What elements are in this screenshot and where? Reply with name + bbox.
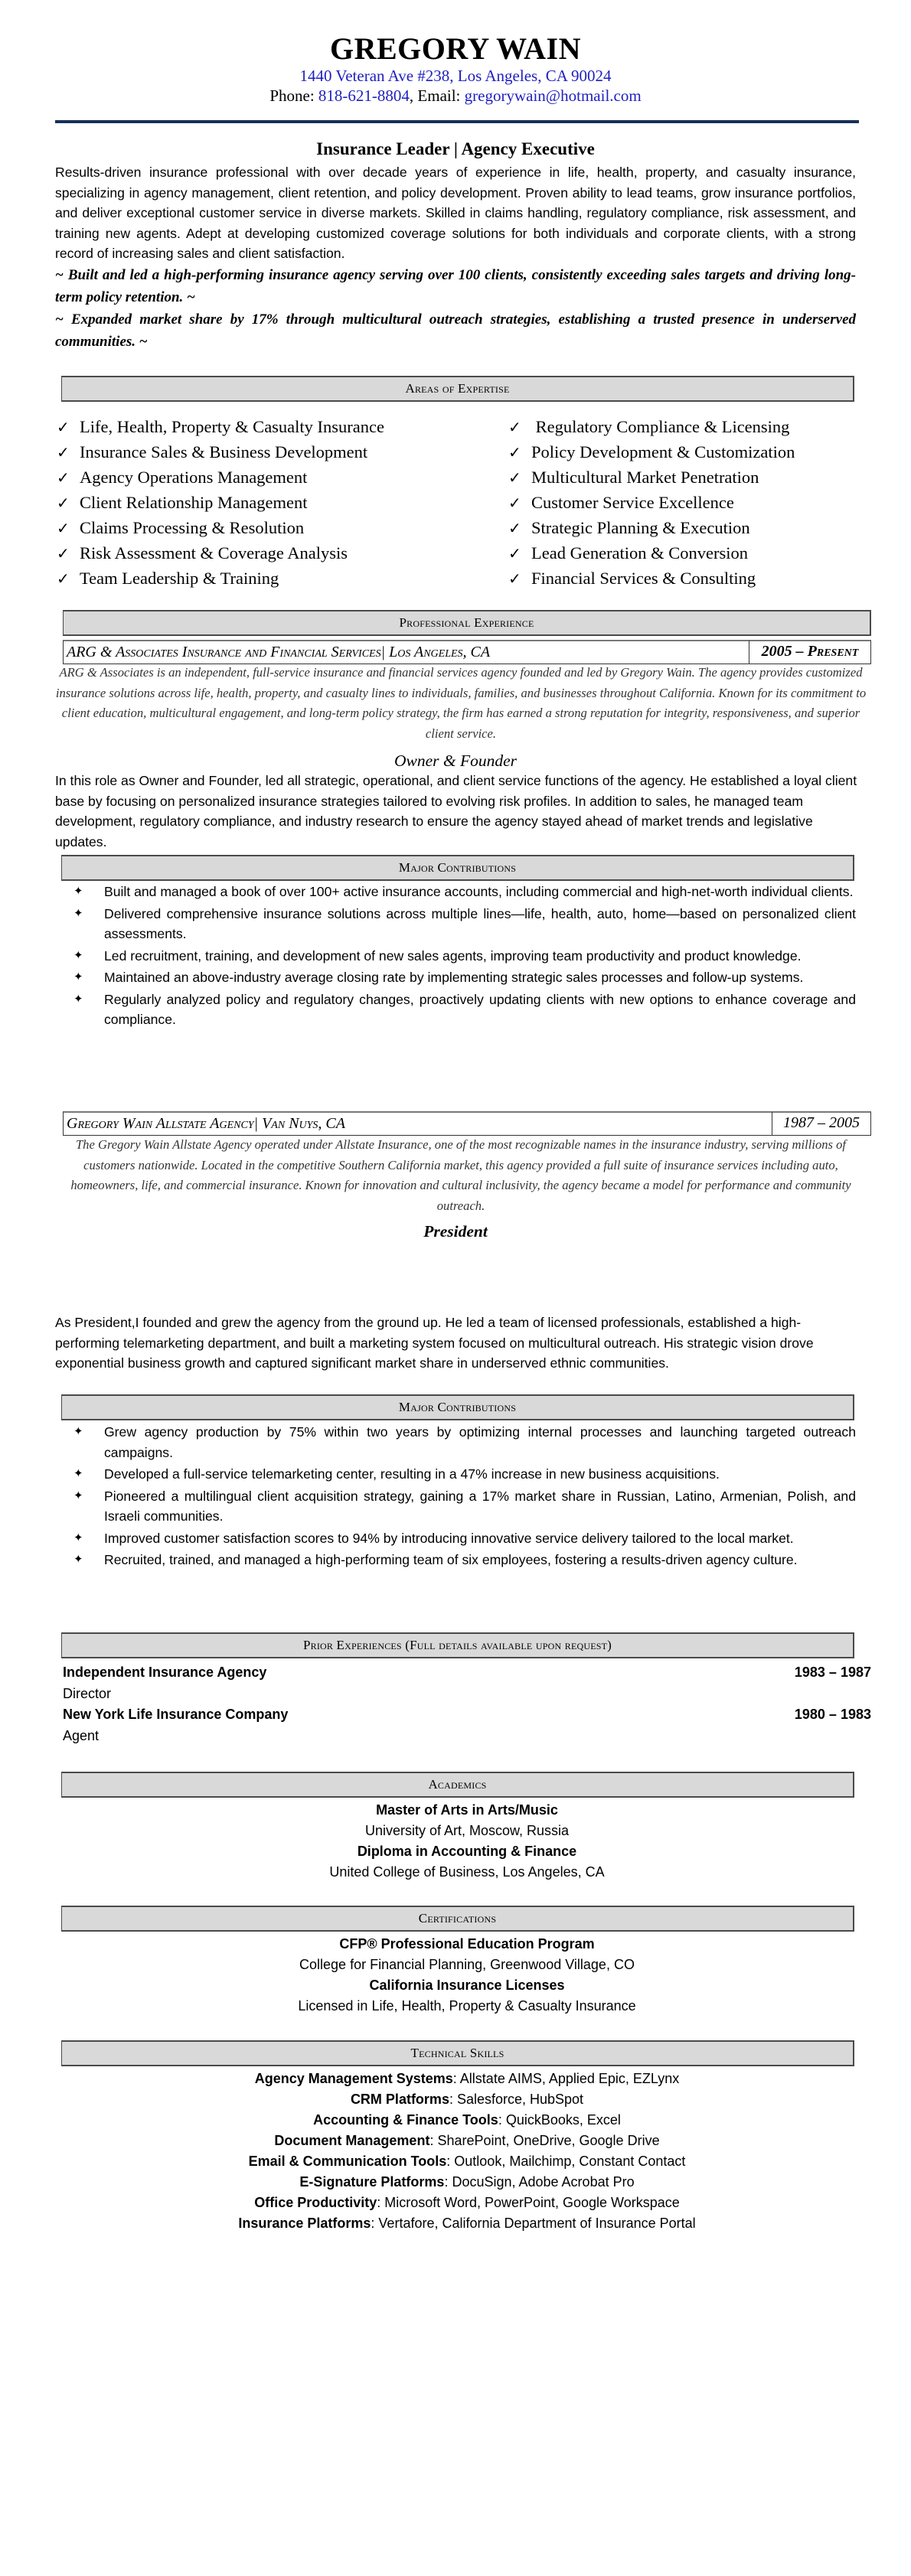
expertise-item xyxy=(57,465,384,491)
expertise-label: Client Relationship Management xyxy=(80,493,308,512)
diamond-bullet-icon: ✦ xyxy=(73,970,83,983)
skill-line xyxy=(63,2089,871,2110)
check-icon: ✓ xyxy=(508,520,521,537)
skill-line xyxy=(63,2069,871,2089)
skill-values: : Microsoft Word, PowerPoint, Google Workspace xyxy=(377,2195,680,2210)
expertise-column-right xyxy=(508,415,795,592)
prior-title: Director xyxy=(63,1686,112,1701)
phone-label: Phone: xyxy=(269,86,318,105)
job-role: Owner & Founder xyxy=(393,752,518,770)
diamond-bullet-icon: ✦ xyxy=(73,948,83,962)
section-header-academics: Academics xyxy=(61,1772,854,1798)
expertise-label: Life, Health, Property & Casualty Insurance xyxy=(80,417,385,436)
job-description: ARG & Associates is an independent, full-service insurance and financial services agency founded and led by Gregory Wain. The agency provides customized insurance solutions across life, health, property, and casualty lines to individuals, families, and businesses throughout California. Known for its commitment to client education, multicultural engagement, and long-term policy strategy, the firm has earned a strong reputation for integrity, responsiveness, and superior client service. xyxy=(55,665,867,741)
skill-values: : DocuSign, Adobe Acrobat Pro xyxy=(444,2174,635,2190)
check-icon: ✓ xyxy=(508,495,521,512)
skill-line xyxy=(63,2151,871,2172)
skill-line xyxy=(63,2193,871,2213)
skill-line xyxy=(63,2172,871,2193)
check-icon: ✓ xyxy=(508,546,521,562)
expertise-label: Policy Development & Customization xyxy=(531,442,795,461)
header-divider xyxy=(55,120,859,123)
check-icon: ✓ xyxy=(57,495,70,512)
job-company: ARG & Associates Insurance and Financial Services| Los Angeles, CA xyxy=(67,644,491,660)
expertise-label: Team Leadership & Training xyxy=(80,569,279,588)
expertise-label: Multicultural Market Penetration xyxy=(531,468,759,487)
expertise-label: Customer Service Excellence xyxy=(531,493,734,512)
prior-item xyxy=(63,1704,871,1725)
skills-list xyxy=(63,2069,871,2234)
contribution-item xyxy=(73,1550,856,1570)
certifications-list xyxy=(63,1934,871,2017)
degree: Diploma in Accounting & Finance xyxy=(357,1844,577,1859)
contribution-item xyxy=(73,1528,856,1549)
expertise-label: Regulatory Compliance & Licensing xyxy=(531,417,790,436)
prior-title: Agent xyxy=(63,1728,100,1743)
diamond-bullet-icon: ✦ xyxy=(73,885,83,898)
check-icon: ✓ xyxy=(57,546,70,562)
skill-category: CRM Platforms xyxy=(350,2092,449,2107)
skill-values: : Outlook, Mailchimp, Constant Contact xyxy=(446,2154,686,2169)
skill-line xyxy=(63,2131,871,2151)
expertise-item xyxy=(57,541,384,566)
section-header-expertise: Areas of Expertise xyxy=(61,376,854,402)
expertise-label: Risk Assessment & Coverage Analysis xyxy=(80,543,348,562)
candidate-name: GREGORY WAIN xyxy=(330,31,581,66)
check-icon: ✓ xyxy=(508,445,521,461)
expertise-item xyxy=(57,415,384,440)
skill-category: Accounting & Finance Tools xyxy=(313,2112,498,2128)
check-icon: ✓ xyxy=(57,419,70,436)
expertise-label: Strategic Planning & Execution xyxy=(531,518,750,537)
expertise-item xyxy=(57,491,384,516)
contribution-text: Improved customer satisfaction scores to 94% by introducing innovative service delivery tailored to the local market. xyxy=(104,1530,794,1546)
check-icon: ✓ xyxy=(57,445,70,461)
expertise-item xyxy=(508,465,795,491)
contribution-text: Maintained an above-industry average closing rate by implementing strategic sales processes and follow-up systems. xyxy=(104,970,804,985)
check-icon: ✓ xyxy=(508,470,521,487)
job-header-1 xyxy=(63,640,871,664)
expertise-item xyxy=(508,415,795,440)
highlight-1: ~ Built and led a high-performing insurance agency serving over 100 clients, consistently exceeding sales targets and driving long-term policy retention. ~ xyxy=(55,267,856,305)
check-icon: ✓ xyxy=(508,419,521,436)
contribution-item xyxy=(73,990,856,1030)
contribution-item xyxy=(73,1486,856,1527)
email-link[interactable]: gregorywain@hotmail.com xyxy=(464,86,642,105)
expertise-item xyxy=(508,541,795,566)
email-label: , Email: xyxy=(409,86,465,105)
contribution-text: Regularly analyzed policy and regulatory changes, proactively updating clients with new options to enhance coverage and compliance. xyxy=(104,991,856,1027)
diamond-bullet-icon: ✦ xyxy=(73,1489,83,1502)
section-header-contributions-2: Major Contributions xyxy=(61,1394,854,1420)
skill-category: Agency Management Systems xyxy=(254,2071,453,2086)
expertise-item xyxy=(57,516,384,541)
prior-org: New York Life Insurance Company xyxy=(63,1707,289,1722)
expertise-item xyxy=(57,566,384,592)
diamond-bullet-icon: ✦ xyxy=(73,1467,83,1480)
diamond-bullet-icon: ✦ xyxy=(73,992,83,1006)
contributions-list-1 xyxy=(73,882,856,1032)
academics-list xyxy=(63,1800,871,1883)
job-role-text: In this role as Owner and Founder, led all strategic, operational, and client service functions of the agency. He established a loyal client base by focusing on personalized insurance strategies tailored to evolving risk profiles. In addition to sales, he managed team development, regulatory compliance, and industry research to ensure the agency stayed ahead of market trends and legislative updates. xyxy=(55,773,857,849)
certification-name: CFP® Professional Education Program xyxy=(339,1936,595,1952)
job-role: President xyxy=(423,1222,488,1241)
expertise-item xyxy=(508,566,795,592)
summary-paragraph: Results-driven insurance professional with over decade years of experience in life, health, property, and casualty insurance, specializing in agency management, client retention, and policy development. Proven ability to lead teams, grow insurance portfolios, and deliver exceptional customer service in diverse markets. Skilled in claims handling, regulatory compliance, risk assessment, and training new agents. Adept at developing customized coverage solutions for both individuals and corporate clients, with a strong record of increasing sales and client satisfaction. xyxy=(55,165,856,261)
diamond-bullet-icon: ✦ xyxy=(73,906,83,920)
contribution-item xyxy=(73,882,856,902)
section-header-experience: Professional Experience xyxy=(63,610,871,636)
expertise-column-left xyxy=(57,415,384,592)
job-role-text: As President,I founded and grew the agency from the ground up. He led a team of licensed professionals, established a high-performing telemarketing department, and built a marketing system focused on multicultural outreach. His strategic vision drove exponential business growth and captured significant market share in underserved ethnic communities. xyxy=(55,1315,814,1371)
job-dates: 2005 – Present xyxy=(749,641,870,664)
skill-category: Document Management xyxy=(274,2133,430,2148)
school: University of Art, Moscow, Russia xyxy=(364,1823,570,1838)
section-header-contributions-1: Major Contributions xyxy=(61,855,854,881)
section-header-prior: Prior Experiences (Full details available upon request) xyxy=(61,1632,854,1658)
certification-name: California Insurance Licenses xyxy=(369,1978,565,1993)
contribution-text: Recruited, trained, and managed a high-performing team of six employees, fostering a results-driven agency culture. xyxy=(104,1552,798,1567)
certification-issuer: Licensed in Life, Health, Property & Casualty Insurance xyxy=(298,1998,636,2014)
contribution-item xyxy=(73,967,856,988)
skill-values: : SharePoint, OneDrive, Google Drive xyxy=(429,2133,660,2148)
phone-link[interactable]: 818-621-8804 xyxy=(318,86,410,105)
contribution-item xyxy=(73,904,856,944)
highlight-2: ~ Expanded market share by 17% through multicultural outreach strategies, establishing a trusted presence in underserved communities. ~ xyxy=(55,311,856,350)
skill-category: Email & Communication Tools xyxy=(248,2154,447,2169)
skill-line xyxy=(63,2213,871,2234)
contribution-text: Pioneered a multilingual client acquisition strategy, gaining a 17% market share in Russian, Latino, Armenian, Polish, and Israeli communities. xyxy=(104,1488,856,1524)
skill-category: Insurance Platforms xyxy=(238,2216,371,2231)
job-dates: 1987 – 2005 xyxy=(772,1112,870,1135)
skill-category: Office Productivity xyxy=(254,2195,377,2210)
skill-category: E-Signature Platforms xyxy=(299,2174,445,2190)
contribution-text: Delivered comprehensive insurance solutions across multiple lines—life, health, auto, home—based on personalized client assessments. xyxy=(104,905,856,941)
expertise-label: Financial Services & Consulting xyxy=(531,569,756,588)
contribution-text: Led recruitment, training, and development of new sales agents, improving team productivity and product knowledge. xyxy=(104,947,802,964)
job-header-2 xyxy=(63,1111,871,1136)
expertise-item xyxy=(508,516,795,541)
diamond-bullet-icon: ✦ xyxy=(73,1425,83,1438)
check-icon: ✓ xyxy=(508,571,521,588)
contribution-item xyxy=(73,1422,856,1462)
expertise-item xyxy=(57,440,384,465)
section-header-certifications: Certifications xyxy=(61,1906,854,1932)
check-icon: ✓ xyxy=(57,470,70,487)
check-icon: ✓ xyxy=(57,571,70,588)
diamond-bullet-icon: ✦ xyxy=(73,1531,83,1544)
degree: Master of Arts in Arts/Music xyxy=(376,1802,558,1818)
contact-line xyxy=(55,86,856,106)
expertise-item xyxy=(508,440,795,465)
headline: Insurance Leader | Agency Executive xyxy=(316,139,595,158)
school: United College of Business, Los Angeles, CA xyxy=(329,1864,605,1880)
section-header-skills: Technical Skills xyxy=(61,2040,854,2066)
prior-years: 1983 – 1987 xyxy=(794,1665,871,1680)
prior-years: 1980 – 1983 xyxy=(794,1707,871,1722)
skill-values: : Salesforce, HubSpot xyxy=(449,2092,584,2107)
expertise-label: Agency Operations Management xyxy=(80,468,308,487)
contribution-text: Developed a full-service telemarketing center, resulting in a 47% increase in new business acquisitions. xyxy=(104,1466,720,1482)
expertise-item xyxy=(508,491,795,516)
address: 1440 Veteran Ave #238, Los Angeles, CA 90024 xyxy=(299,67,612,85)
job-company: Gregory Wain Allstate Agency| Van Nuys, CA xyxy=(67,1115,345,1132)
diamond-bullet-icon: ✦ xyxy=(73,1553,83,1566)
contributions-list-2 xyxy=(73,1422,856,1572)
contribution-item xyxy=(73,946,856,967)
skill-values: : Vertafore, California Department of Insurance Portal xyxy=(371,2216,696,2231)
prior-org: Independent Insurance Agency xyxy=(63,1665,267,1680)
expertise-label: Lead Generation & Conversion xyxy=(531,543,749,562)
skill-values: : Allstate AIMS, Applied Epic, EZLynx xyxy=(452,2071,680,2086)
certification-issuer: College for Financial Planning, Greenwood Village, CO xyxy=(299,1957,635,1972)
contribution-text: Built and managed a book of over 100+ active insurance accounts, including commercial and high-net-worth individual clients. xyxy=(104,884,854,899)
expertise-label: Claims Processing & Resolution xyxy=(80,518,305,537)
contribution-item xyxy=(73,1464,856,1485)
contribution-text: Grew agency production by 75% within two years by optimizing internal processes and launching targeted outreach campaigns. xyxy=(104,1424,856,1460)
skill-line xyxy=(63,2110,871,2131)
skill-values: : QuickBooks, Excel xyxy=(498,2112,621,2128)
job-description: The Gregory Wain Allstate Agency operated under Allstate Insurance, one of the most recognizable names in the insurance industry, serving millions of customers nationwide. Located in the competitive Southern California market, this agency provided a full suite of insurance services including auto, homeowners, life, and commercial insurance. Known for innovation and cultural inclusivity, the agency became a model for performance and community outreach. xyxy=(70,1137,851,1213)
prior-item xyxy=(63,1662,871,1683)
check-icon: ✓ xyxy=(57,520,70,537)
expertise-label: Insurance Sales & Business Development xyxy=(80,442,368,461)
